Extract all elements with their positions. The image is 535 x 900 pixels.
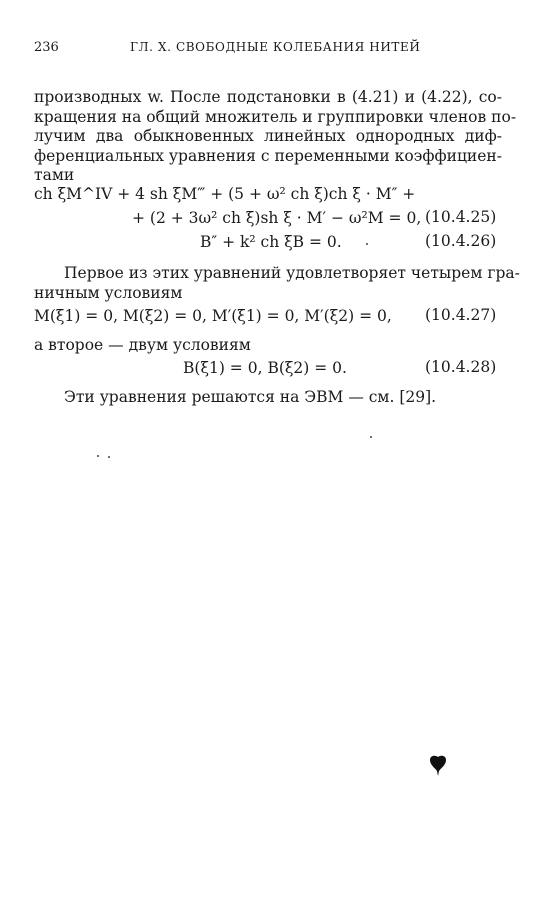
equation-10-4-25-line1: ch ξM^IV + 4 sh ξM‴ + (5 + ω² ch ξ)ch ξ · M″ + <box>34 185 416 203</box>
equation-number-10-4-28: (10.4.28) <box>425 358 497 376</box>
text-line: кращения на общий множитель и группировки членов по- <box>34 107 517 126</box>
text-line: Эти уравнения решаются на ЭВМ — см. [29]. <box>64 388 437 406</box>
paragraph-intro <box>34 88 517 186</box>
paragraph-closing <box>34 388 502 408</box>
ink-blot-icon <box>428 754 448 778</box>
page-header <box>34 40 501 60</box>
running-head: ГЛ. X. СВОБОДНЫЕ КОЛЕБАНИЯ НИТЕЙ <box>130 40 421 54</box>
page-number: 236 <box>34 40 59 55</box>
text-line: а второе — двум условиям <box>34 336 251 354</box>
text-line: тами <box>34 166 75 184</box>
equation-number-10-4-26: (10.4.26) <box>425 232 497 250</box>
equation-10-4-26: B″ + k² ch ξB = 0. <box>200 233 342 251</box>
equation-10-4-28: B(ξ1) = 0, B(ξ2) = 0. <box>183 359 347 377</box>
paragraph-boundary-first <box>34 264 520 303</box>
scan-speck <box>108 456 110 458</box>
scan-speck <box>370 436 372 438</box>
text-line: производных w. После подстановки в (4.21) и (4.22), со- <box>34 88 502 106</box>
equation-number-10-4-27: (10.4.27) <box>425 306 497 324</box>
equation-number-10-4-25: (10.4.25) <box>425 208 497 226</box>
equation-10-4-25-line2: + (2 + 3ω² ch ξ)sh ξ · M′ − ω²M = 0, <box>132 209 422 227</box>
text-line: ничным условиям <box>34 283 183 302</box>
paragraph-boundary-second <box>34 336 502 356</box>
scan-speck <box>366 243 368 245</box>
text-line: Первое из этих уравнений удовлетворяет четырем гра- <box>64 264 520 282</box>
text-line: ференциальных уравнения с переменными коэффициен- <box>34 146 502 165</box>
text-line: лучим два обыкновенных линейных однородных диф- <box>34 127 502 145</box>
equation-10-4-27: M(ξ1) = 0, M(ξ2) = 0, M′(ξ1) = 0, M′(ξ2) = 0, <box>34 307 392 325</box>
scan-speck <box>97 455 99 457</box>
